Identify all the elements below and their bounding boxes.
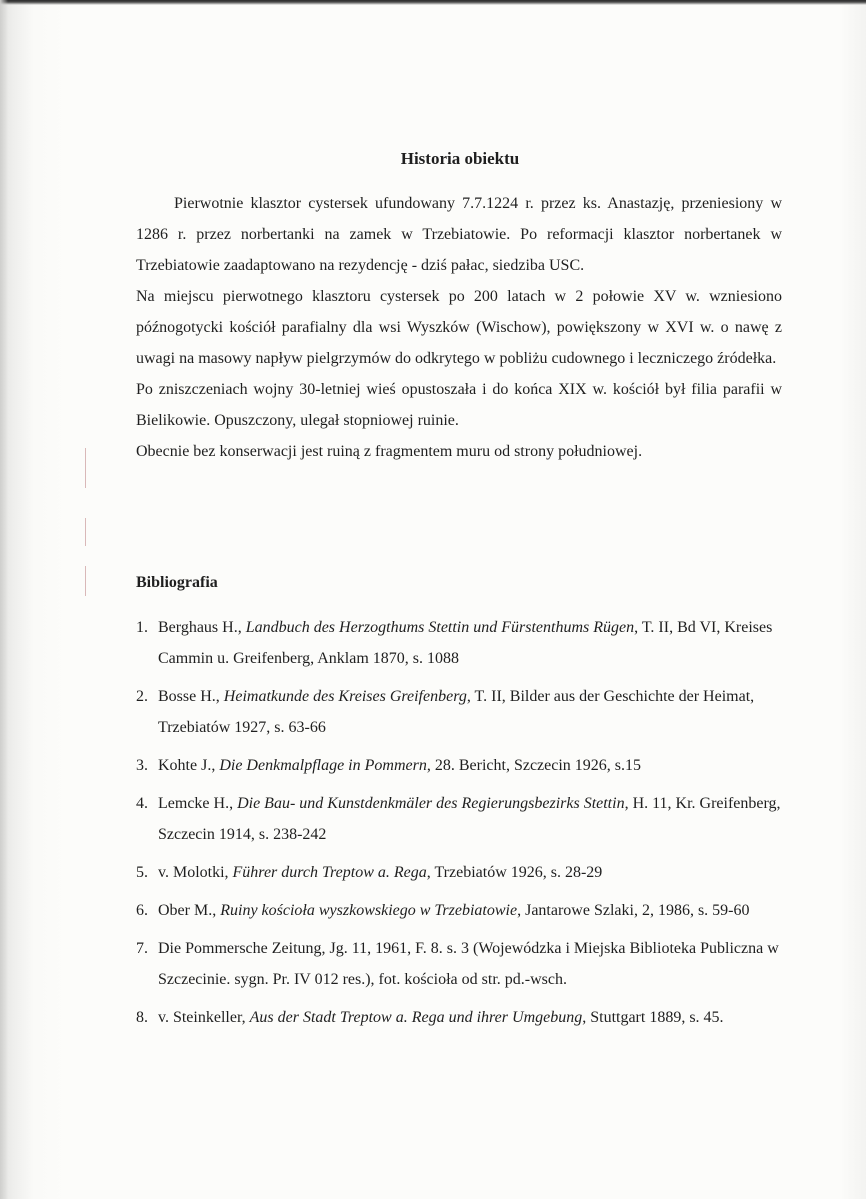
item-author: Lemcke H., [158,795,238,812]
bibliography-item [136,681,796,743]
document-title: Historia obiektu [400,149,520,168]
bibliography-heading: Bibliografia [136,574,218,591]
scan-left-shadow [0,0,8,1199]
item-author: Berghaus H., [158,619,246,636]
bibliography-list [136,612,796,1040]
item-details: , Stuttgart 1889, s. 45. [582,1009,724,1026]
item-number: 5. [136,864,148,881]
item-title: Aus der Stadt Treptow a. Rega und ihrer Umgebung [249,1009,583,1026]
bibliography-item [136,1002,796,1033]
item-details: , T. II, Bilder aus der Geschichte der Heimat, Trzebiatów 1927, s. 63-66 [158,688,755,736]
bibliography-item [136,933,796,995]
item-author: Kohte J., [158,757,220,774]
item-title: Ruiny kościoła wyszkowskiego w Trzebiatowie [220,902,518,919]
bibliography-item [136,788,796,850]
bibliography-item [136,857,796,888]
item-author: Die Pommersche Zeitung, Jg. 11, 1961, F. 8. s. 3 (Wojewódzka i Miejska Biblioteka Publiczna w Szczecinie. sygn. Pr. IV 012 res.), fot. kościoła od str. pd.-wsch. [158,940,779,988]
item-author: Bosse H., [158,688,224,705]
item-author: v. Molotki, [158,864,233,881]
bibliography-item [136,895,796,926]
item-number: 7. [136,940,148,957]
item-details: , 28. Bericht, Szczecin 1926, s.15 [426,757,642,774]
item-number: 6. [136,902,148,919]
paragraph-4: Obecnie bez konserwacji jest ruiną z fragmentem muru od strony południowej. [136,443,643,460]
item-title: Landbuch des Herzogthums Stettin und Fürstenthums Rügen [245,619,635,636]
item-number: 8. [136,1009,148,1026]
item-number: 3. [136,757,148,774]
item-details: , Trzebiatów 1926, s. 28-29 [426,864,603,881]
item-details: , T. II, Bd VI, Kreises Cammin u. Greifenberg, Anklam 1870, s. 1088 [158,619,773,667]
bibliography-item [136,750,796,781]
paragraph-1: Pierwotnie klasztor cystersek ufundowany 7.7.1224 r. przez ks. Anastazję, przeniesiony w 1286 r. przez norbertanki na zamek w Trzebiatowie. Po reformacji klasztor norbertanek w Trzebiatowie zaadaptowano na rezydencję - dziś pałac, siedziba USC. [136,195,782,274]
item-title: Führer durch Treptow a. Rega [232,864,427,881]
item-author: Ober M., [158,902,221,919]
item-title: Heimatkunde des Kreises Greifenberg [223,688,467,705]
item-title: Die Bau- und Kunstdenkmäler des Regierungsbezirks Stettin [237,795,625,812]
item-number: 2. [136,688,148,705]
history-body [136,188,782,467]
item-number: 4. [136,795,148,812]
item-title: Die Denkmalpflage in Pommern [219,757,427,774]
scan-top-edge [0,0,866,5]
item-number: 1. [136,619,148,636]
item-author: v. Steinkeller, [158,1009,250,1026]
paragraph-2: Na miejscu pierwotnego klasztoru cystersek po 200 latach w 2 połowie XV w. wzniesiono późnogotycki kościół parafialny dla wsi Wyszków (Wischow), powiększony w XVI w. o nawę z uwagi na masowy napływ pielgrzymów do odkrytego w pobliżu cudownego i leczniczego źródełka. [136,288,782,367]
paragraph-3: Po zniszczeniach wojny 30-letniej wieś opustoszała i do końca XIX w. kościół był filia parafii w Bielikowie. Opuszczony, ulegał stopniowej ruinie. [136,381,782,429]
item-details: , Jantarowe Szlaki, 2, 1986, s. 59-60 [517,902,750,919]
margin-marks [85,448,87,598]
item-details: , H. 11, Kr. Greifenberg, Szczecin 1914, s. 238-242 [158,795,781,843]
bibliography-item [136,612,796,674]
